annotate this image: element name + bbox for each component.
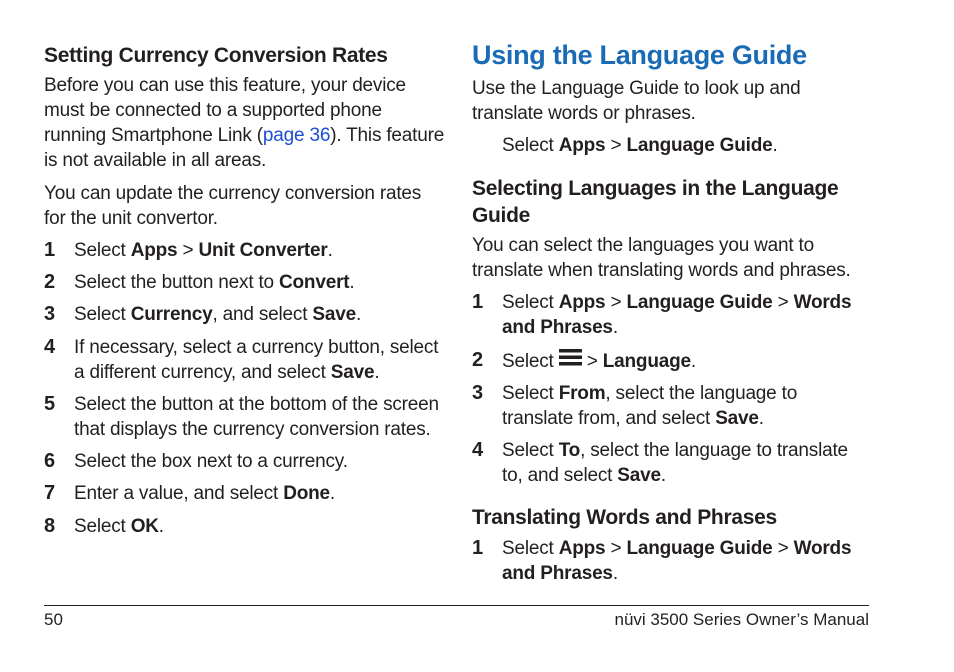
step-text [502, 381, 882, 431]
intro-line: translate words or phrases. [472, 103, 696, 124]
step-text-plain: a different currency, and select [74, 362, 331, 383]
step-text-plain: . [758, 408, 764, 429]
step-text-bold: Save [312, 304, 356, 325]
intro-text: running Smartphone Link ( [44, 125, 263, 146]
intro-line: is not available in all areas. [44, 150, 267, 171]
section-heading-currency: Setting Currency Conversion Rates [44, 44, 388, 67]
step-text-line [74, 360, 454, 385]
step-text [74, 514, 454, 539]
step-text-plain: . [374, 362, 380, 383]
page-link[interactable]: page 36 [262, 125, 331, 146]
intro-line: must be connected to a supported phone [44, 100, 382, 121]
step-text [74, 335, 454, 385]
step-text-bold: Save [330, 362, 375, 383]
step-text-bold: Language Guide [626, 135, 773, 156]
step-text [74, 270, 454, 295]
menu-icon [559, 348, 582, 366]
step-text-plain: > [772, 292, 794, 313]
step-text-plain: Select [502, 135, 559, 156]
footer-divider [44, 605, 869, 606]
para-line: You can update the currency conversion rates [44, 183, 422, 204]
step-text-plain: . [327, 240, 333, 261]
step-text-line [502, 561, 882, 586]
step-text-line [502, 463, 882, 488]
step-text-plain: Select [502, 292, 559, 313]
step-text-plain: , and select [212, 304, 313, 325]
heading-line: Guide [472, 204, 531, 227]
step-text-bold: Language Guide [626, 292, 773, 313]
step-text-line [502, 290, 882, 315]
step-text-plain: Select [502, 383, 559, 404]
step-number: 3 [472, 382, 484, 404]
intro-text: ). This feature [330, 125, 445, 146]
step-text-bold: Apps [558, 135, 606, 156]
step-text-plain: > [177, 240, 199, 261]
step-text-line [502, 315, 882, 340]
step-text-line [502, 536, 882, 561]
step-text-plain: . [329, 483, 336, 504]
step-text [502, 536, 882, 586]
step-number: 3 [44, 303, 56, 325]
step-text-bold: Save [715, 408, 759, 429]
step-number: 1 [472, 537, 484, 559]
step-text-plain: translate from, and select [502, 408, 716, 429]
step-text-plain: Select [74, 304, 131, 325]
step-text-bold: Words [793, 292, 852, 313]
page-title: Using the Language Guide [472, 40, 807, 70]
step-text-bold: Words [793, 538, 852, 559]
step-number: 2 [44, 271, 56, 293]
intro-line [44, 123, 444, 148]
step-number: 5 [44, 393, 56, 415]
step-text-line [502, 381, 882, 406]
step-text-bold: Done [283, 483, 330, 504]
step-text [74, 392, 454, 442]
step-text-plain: Select [502, 351, 559, 372]
step-text [74, 238, 454, 263]
intro-line: Use the Language Guide to look up and [472, 78, 801, 99]
step-text: Select the box next to a currency. [74, 451, 348, 472]
step-text-bold: Apps [558, 538, 606, 559]
step-text-line: If necessary, select a currency button, select [74, 337, 439, 358]
select-apps-line [502, 133, 778, 158]
step-text-plain: , select the language to [605, 383, 798, 404]
para-line: You can select the languages you want to [472, 235, 814, 256]
step-text-bold: Unit Converter [198, 240, 328, 261]
step-text-plain: . [690, 351, 696, 372]
step-text-plain: . [349, 272, 355, 293]
step-text-bold: Currency [130, 304, 213, 325]
step-number: 8 [44, 515, 56, 537]
step-text-plain: > [605, 135, 627, 156]
step-text-bold: OK [130, 516, 159, 537]
step-number: 4 [44, 336, 56, 358]
step-text-bold: Save [617, 465, 661, 486]
step-text-plain: , select the language to translate [580, 440, 848, 461]
step-text-bold: Convert [279, 272, 350, 293]
step-text-plain: to, and select [502, 465, 618, 486]
step-number: 6 [44, 450, 56, 472]
currency-intro-paragraph [44, 73, 444, 173]
step-text-plain: . [612, 317, 618, 338]
step-text-plain: Enter a value, and select [74, 483, 284, 504]
step-text [502, 438, 882, 488]
step-text-bold: Apps [130, 240, 178, 261]
step-text-plain: Select the button next to [74, 272, 279, 293]
step-text [502, 348, 882, 374]
step-text-plain: > [581, 351, 603, 372]
step-text-line: Select the button at the bottom of the screen [74, 394, 439, 415]
step-text-bold: Language Guide [626, 538, 773, 559]
step-text-line [502, 438, 882, 463]
section-heading-translating: Translating Words and Phrases [472, 506, 777, 529]
step-text-plain: Select [502, 538, 559, 559]
currency-update-paragraph [44, 181, 421, 231]
intro-line: Before you can use this feature, your device [44, 75, 406, 96]
step-text-bold: From [558, 383, 606, 404]
step-number: 4 [472, 439, 484, 461]
step-text-plain: > [772, 538, 794, 559]
step-text-bold: Language [602, 351, 691, 372]
step-text-plain: > [605, 538, 627, 559]
language-guide-intro [472, 76, 801, 126]
step-text-bold: and Phrases [502, 317, 613, 338]
step-text-plain: . [660, 465, 666, 486]
step-text [74, 302, 454, 327]
step-text [502, 290, 882, 340]
step-text [74, 481, 454, 506]
section-heading-selecting-languages [472, 175, 838, 229]
step-text-line: that displays the currency conversion rates. [74, 419, 431, 440]
step-text-plain: . [612, 563, 618, 584]
step-text-bold: To [558, 440, 581, 461]
step-number: 1 [44, 239, 56, 261]
step-text-plain: . [355, 304, 362, 325]
step-text-plain: . [158, 516, 164, 537]
step-text-plain: Select [74, 516, 131, 537]
step-number: 1 [472, 291, 484, 313]
manual-title: nüvi 3500 Series Owner’s Manual [614, 610, 869, 629]
selecting-languages-paragraph [472, 233, 851, 283]
step-number: 7 [44, 482, 56, 504]
step-text-plain: . [772, 135, 778, 156]
step-text-plain: > [605, 292, 627, 313]
step-text-line [502, 406, 882, 431]
heading-line: Selecting Languages in the Language [472, 177, 839, 200]
step-text-bold: Apps [558, 292, 606, 313]
page-number: 50 [44, 610, 63, 629]
step-text-plain: Select [74, 240, 131, 261]
para-line: translate when translating words and phrases. [472, 260, 851, 281]
para-line: for the unit convertor. [44, 208, 218, 229]
step-text-bold: and Phrases [502, 563, 613, 584]
step-number: 2 [472, 349, 484, 371]
step-text-plain: Select [502, 440, 559, 461]
